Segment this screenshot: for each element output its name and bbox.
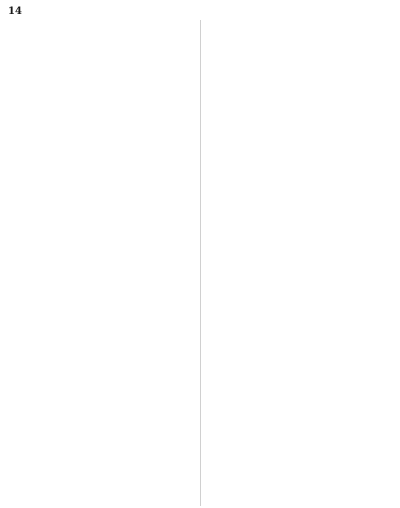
register-columns: [8, 20, 392, 506]
page-number: 14: [8, 6, 22, 17]
register-column-left: [8, 20, 201, 506]
register-column-right: [201, 20, 393, 506]
